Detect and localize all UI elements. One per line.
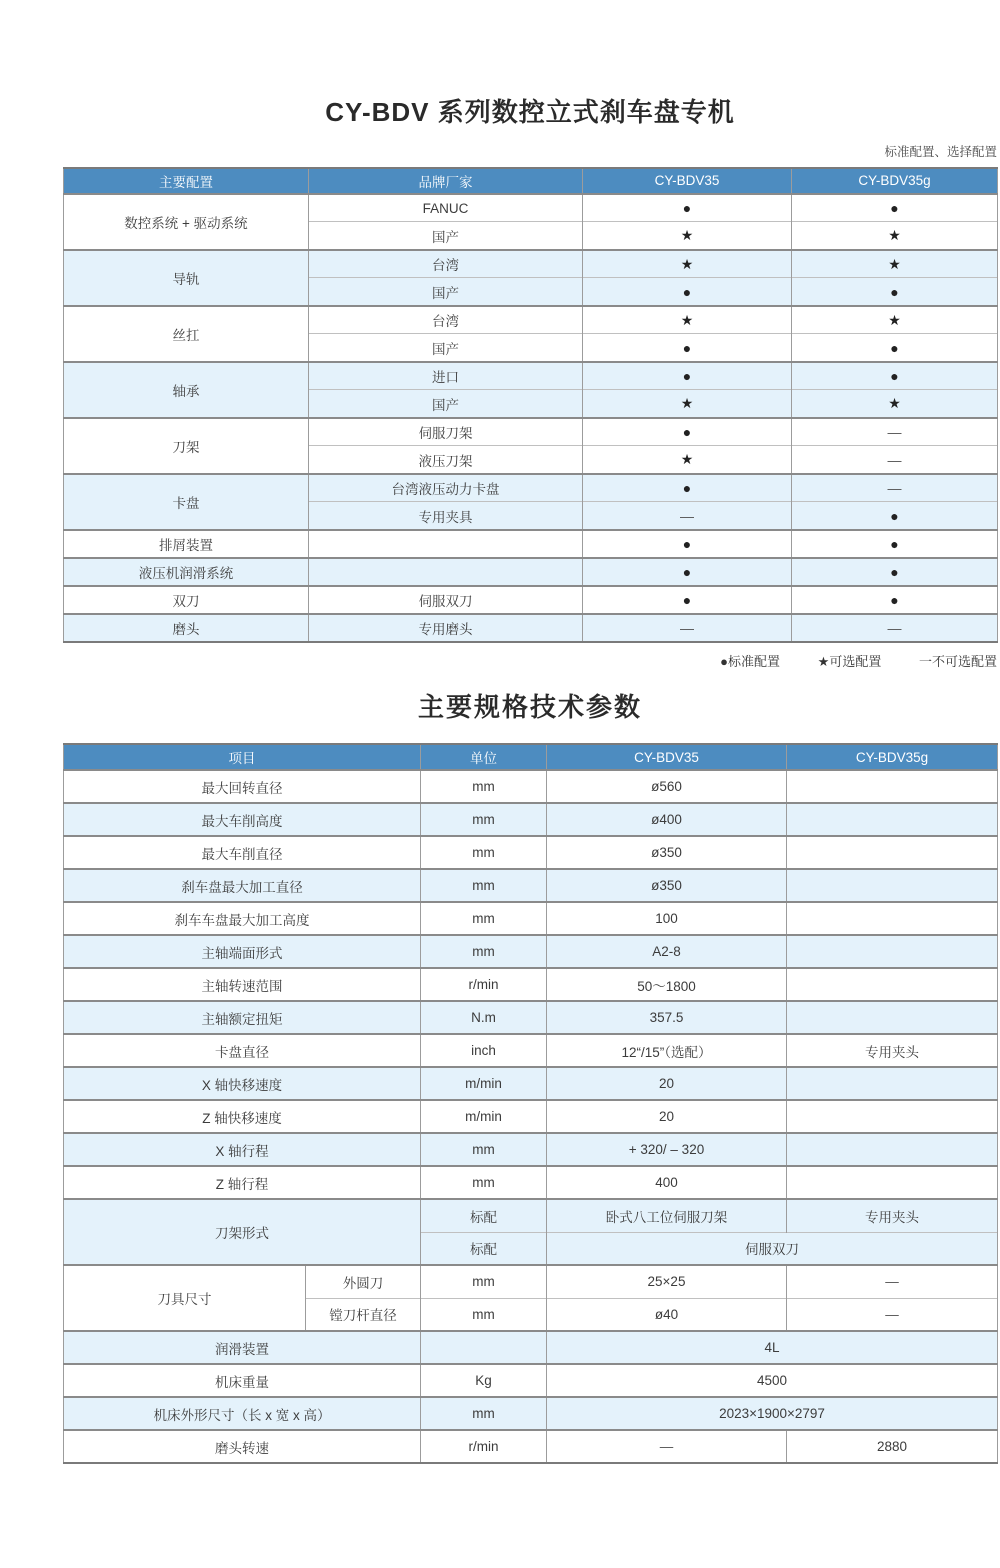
config-item-cell: 丝扛	[64, 306, 309, 362]
spec-cell: 磨头转速	[64, 1430, 421, 1463]
configuration-table	[63, 167, 998, 643]
value-cell: ★	[792, 390, 998, 418]
na-dash-icon: 一	[918, 653, 932, 669]
value-cell: ●	[583, 194, 792, 222]
spec-cell: 357.5	[547, 1001, 787, 1034]
spec-cell: ø350	[547, 869, 787, 902]
spec-cell: ø350	[547, 836, 787, 869]
brand-cell: 专用磨头	[309, 614, 583, 642]
table-row	[64, 1331, 998, 1364]
spec-cell: 最大车削直径	[64, 836, 421, 869]
spec-cell: 标配	[421, 1232, 547, 1265]
brand-cell: 液压刀架	[309, 446, 583, 474]
spec-cell: mm	[421, 1397, 547, 1430]
spec-cell: m/min	[421, 1067, 547, 1100]
value-cell: ●	[583, 278, 792, 306]
table-row	[64, 306, 998, 334]
spec-cell: mm	[421, 902, 547, 935]
value-cell: —	[792, 446, 998, 474]
header-cy-bdv35g: CY-BDV35g	[787, 744, 998, 770]
value-cell: —	[792, 614, 998, 642]
table-row	[64, 836, 998, 869]
spec-cell: 机床重量	[64, 1364, 421, 1397]
spec-cell: Kg	[421, 1364, 547, 1397]
value-cell: ●	[792, 558, 998, 586]
spec-cell: —	[547, 1430, 787, 1463]
spec-cell: m/min	[421, 1100, 547, 1133]
spec-cell: 标配	[421, 1199, 547, 1232]
config-item-cell: 双刀	[64, 586, 309, 614]
spec-cell: 刹车盘最大加工直径	[64, 869, 421, 902]
config-item-cell: 轴承	[64, 362, 309, 418]
brand-cell: 国产	[309, 390, 583, 418]
legend-standard-label: 标准配置	[728, 653, 781, 669]
spec-cell: 主轴端面形式	[64, 935, 421, 968]
spec-cell: ø560	[547, 770, 787, 803]
spec-cell: 主轴转速范围	[64, 968, 421, 1001]
brand-cell: 台湾	[309, 250, 583, 278]
spec-cell: mm	[421, 836, 547, 869]
spec-cell	[787, 968, 998, 1001]
config-item-cell: 液压机润滑系统	[64, 558, 309, 586]
spec-cell: X 轴行程	[64, 1133, 421, 1166]
spec-cell: 润滑装置	[64, 1331, 421, 1364]
value-cell: ●	[583, 530, 792, 558]
legend-not-available	[919, 651, 997, 670]
spec-cell: 刀架形式	[64, 1199, 421, 1265]
table-row	[64, 968, 998, 1001]
value-cell: ●	[583, 418, 792, 446]
value-cell: ★	[792, 222, 998, 250]
spec-cell: mm	[421, 1133, 547, 1166]
spec-cell: 4L	[547, 1331, 998, 1364]
config-item-cell: 磨头	[64, 614, 309, 642]
header-main-config: 主要配置	[64, 168, 309, 194]
spec-cell: X 轴快移速度	[64, 1067, 421, 1100]
spec-cell: Z 轴快移速度	[64, 1100, 421, 1133]
value-cell: ●	[583, 558, 792, 586]
config-note: 标准配置、选择配置	[884, 144, 997, 159]
spec-cell	[787, 1133, 998, 1166]
brand-cell: 国产	[309, 222, 583, 250]
brand-cell	[309, 558, 583, 586]
table-row	[64, 1034, 998, 1067]
brand-cell: 台湾	[309, 306, 583, 334]
spec-cell: 12“/15”（选配）	[547, 1034, 787, 1067]
spec-cell: mm	[421, 869, 547, 902]
spec-cell	[787, 1100, 998, 1133]
brand-cell: 国产	[309, 278, 583, 306]
table-row	[64, 869, 998, 902]
spec-cell: 刀具尺寸	[64, 1265, 306, 1331]
spec-cell: mm	[421, 1166, 547, 1199]
specs-section-title: 主要规格技术参数	[417, 691, 642, 722]
spec-cell	[421, 1331, 547, 1364]
content	[63, 98, 997, 1464]
value-cell: —	[583, 614, 792, 642]
value-cell: —	[583, 502, 792, 530]
brand-cell: 进口	[309, 362, 583, 390]
value-cell: ●	[792, 502, 998, 530]
table-row	[64, 1265, 998, 1298]
value-cell: ★	[792, 306, 998, 334]
spec-cell: 最大回转直径	[64, 770, 421, 803]
spec-cell: + 320/ – 320	[547, 1133, 787, 1166]
table-row	[64, 1067, 998, 1100]
page-title: CY-BDV 系列数控立式刹车盘专机	[325, 97, 735, 127]
brand-cell: 伺服双刀	[309, 586, 583, 614]
spec-cell: —	[787, 1298, 998, 1331]
table-row	[64, 1133, 998, 1166]
optional-star-icon: ★	[817, 653, 830, 669]
value-cell: ●	[583, 586, 792, 614]
value-cell: ★	[583, 250, 792, 278]
spec-cell: mm	[421, 1265, 547, 1298]
spec-cell	[787, 935, 998, 968]
spec-cell: A2-8	[547, 935, 787, 968]
spec-cell: 2023×1900×2797	[547, 1397, 998, 1430]
header-brand: 品牌厂家	[309, 168, 583, 194]
value-cell: ●	[792, 530, 998, 558]
table-row	[64, 803, 998, 836]
brand-cell: 伺服刀架	[309, 418, 583, 446]
spec-cell: ø40	[547, 1298, 787, 1331]
configuration-table-body	[64, 194, 998, 642]
table-row	[64, 586, 998, 614]
header-cy-bdv35: CY-BDV35	[583, 168, 792, 194]
specs-table	[63, 743, 998, 1464]
table-row	[64, 1199, 998, 1232]
spec-cell: mm	[421, 770, 547, 803]
spec-cell: 专用夹头	[787, 1034, 998, 1067]
spec-cell: 刹车车盘最大加工高度	[64, 902, 421, 935]
table-row	[64, 530, 998, 558]
spec-cell	[787, 1001, 998, 1034]
config-item-cell: 卡盘	[64, 474, 309, 530]
spec-cell: 4500	[547, 1364, 998, 1397]
value-cell: ★	[583, 222, 792, 250]
spec-cell	[787, 902, 998, 935]
spec-cell	[787, 770, 998, 803]
spec-cell: 50～1800	[547, 968, 787, 1001]
specs-table-body	[64, 770, 998, 1463]
spec-cell: 外圆刀	[306, 1265, 421, 1298]
specs-header-row	[64, 744, 998, 770]
value-cell: ●	[792, 278, 998, 306]
spec-cell: r/min	[421, 1430, 547, 1463]
spec-cell: 机床外形尺寸（长 x 宽 x 高）	[64, 1397, 421, 1430]
value-cell: ●	[583, 474, 792, 502]
table-row	[64, 1397, 998, 1430]
header-unit: 单位	[421, 744, 547, 770]
spec-cell: 专用夹头	[787, 1199, 998, 1232]
configuration-header-row	[64, 168, 998, 194]
table-row	[64, 362, 998, 390]
spec-cell: ø400	[547, 803, 787, 836]
table-row	[64, 770, 998, 803]
config-item-cell: 排屑装置	[64, 530, 309, 558]
value-cell: ★	[583, 306, 792, 334]
brand-cell: 台湾液压动力卡盘	[309, 474, 583, 502]
spec-cell: 伺服双刀	[547, 1232, 998, 1265]
table-row	[64, 558, 998, 586]
spec-cell: 100	[547, 902, 787, 935]
legend-optional	[818, 651, 882, 670]
brand-cell: 专用夹具	[309, 502, 583, 530]
value-cell: ●	[792, 194, 998, 222]
table-row	[64, 614, 998, 642]
table-row	[64, 474, 998, 502]
value-cell: ●	[792, 362, 998, 390]
value-cell: —	[792, 418, 998, 446]
header-cy-bdv35: CY-BDV35	[547, 744, 787, 770]
value-cell: ●	[583, 362, 792, 390]
spec-cell: 镗刀杆直径	[306, 1298, 421, 1331]
value-cell: ●	[792, 586, 998, 614]
spec-cell: —	[787, 1265, 998, 1298]
legend-standard	[720, 651, 780, 670]
table-row	[64, 1166, 998, 1199]
header-item: 项目	[64, 744, 421, 770]
table-row	[64, 1430, 998, 1463]
value-cell: ●	[583, 334, 792, 362]
spec-cell: 卡盘直径	[64, 1034, 421, 1067]
spec-cell: 400	[547, 1166, 787, 1199]
spec-cell	[787, 803, 998, 836]
spec-cell: 20	[547, 1100, 787, 1133]
brand-cell: FANUC	[309, 194, 583, 222]
legend	[63, 651, 997, 670]
value-cell: ★	[583, 446, 792, 474]
table-row	[64, 935, 998, 968]
spec-cell	[787, 1166, 998, 1199]
spec-cell: Z 轴行程	[64, 1166, 421, 1199]
brand-cell	[309, 530, 583, 558]
spec-cell	[787, 836, 998, 869]
spec-cell: N.m	[421, 1001, 547, 1034]
brand-cell: 国产	[309, 334, 583, 362]
spec-cell	[787, 1067, 998, 1100]
spec-cell: 25×25	[547, 1265, 787, 1298]
config-item-cell: 导轨	[64, 250, 309, 306]
spec-cell: 卧式八工位伺服刀架	[547, 1199, 787, 1232]
legend-na-label: 不可选配置	[931, 653, 997, 669]
table-row	[64, 250, 998, 278]
spec-cell: mm	[421, 935, 547, 968]
spec-cell: 2880	[787, 1430, 998, 1463]
legend-optional-label: 可选配置	[829, 653, 882, 669]
spec-cell: mm	[421, 1298, 547, 1331]
spec-cell: 主轴额定扭矩	[64, 1001, 421, 1034]
table-row	[64, 418, 998, 446]
spec-cell: r/min	[421, 968, 547, 1001]
spec-cell: inch	[421, 1034, 547, 1067]
spec-cell: mm	[421, 803, 547, 836]
config-item-cell: 刀架	[64, 418, 309, 474]
value-cell: —	[792, 474, 998, 502]
standard-dot-icon: ●	[720, 653, 729, 669]
table-row	[64, 1364, 998, 1397]
table-row	[64, 194, 998, 222]
table-row	[64, 1001, 998, 1034]
header-cy-bdv35g: CY-BDV35g	[792, 168, 998, 194]
value-cell: ★	[583, 390, 792, 418]
value-cell: ★	[792, 250, 998, 278]
table-row	[64, 1100, 998, 1133]
spec-cell	[787, 869, 998, 902]
config-item-cell: 数控系统 + 驱动系统	[64, 194, 309, 250]
spec-cell: 20	[547, 1067, 787, 1100]
table-row	[64, 902, 998, 935]
spec-cell: 最大车削高度	[64, 803, 421, 836]
value-cell: ●	[792, 334, 998, 362]
